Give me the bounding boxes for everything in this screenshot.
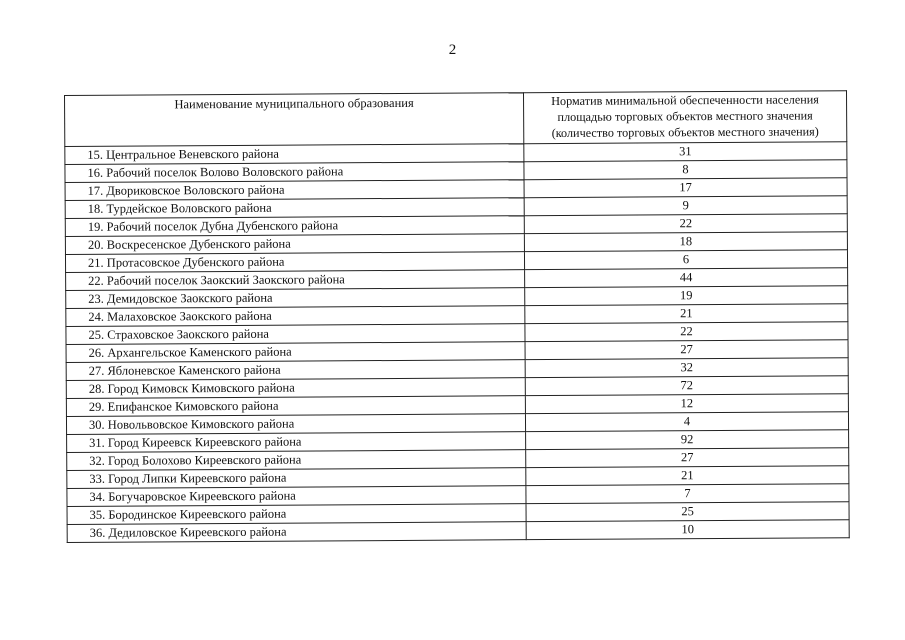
header-norm: Норматив минимальной обеспеченности населения площадью торговых объектов местного значения (количество торговых объектов местного значения) xyxy=(523,91,846,144)
municipality-name-cell: 24. Малаховское Заокского района xyxy=(66,306,525,327)
norm-value-cell: 27 xyxy=(526,448,849,468)
norm-value-cell: 8 xyxy=(524,160,847,180)
norm-value-cell: 19 xyxy=(525,286,848,306)
municipality-name-cell: 22. Рабочий поселок Заокский Заокского района xyxy=(66,270,525,291)
table-header-row xyxy=(65,91,847,147)
municipality-name-cell: 35. Бородинское Киреевского района xyxy=(67,504,526,525)
municipality-name-cell: 20. Воскресенское Дубенского района xyxy=(65,234,524,255)
norm-value-cell: 10 xyxy=(526,520,849,540)
norm-value-cell: 32 xyxy=(525,358,848,378)
norm-value-cell: 92 xyxy=(526,430,849,450)
municipality-name-cell: 25. Страховское Заокского района xyxy=(66,324,525,345)
norm-value-cell: 9 xyxy=(524,196,847,216)
municipality-name-cell: 17. Двориковское Воловского района xyxy=(65,180,524,201)
norm-value-cell: 18 xyxy=(524,232,847,252)
municipality-name-cell: 34. Богучаровское Киреевского района xyxy=(67,486,526,507)
norm-value-cell: 27 xyxy=(525,340,848,360)
norm-value-cell: 22 xyxy=(524,214,847,234)
municipality-name-cell: 26. Архангельское Каменского района xyxy=(66,342,525,363)
norm-value-cell: 4 xyxy=(525,412,848,432)
municipality-name-cell: 15. Центральное Веневского района xyxy=(65,144,524,165)
municipality-name-cell: 33. Город Липки Киреевского района xyxy=(67,468,526,489)
municipality-name-cell: 19. Рабочий поселок Дубна Дубенского района xyxy=(65,216,524,237)
municipality-name-cell: 30. Новольвовское Кимовского района xyxy=(66,414,525,435)
municipality-name-cell: 28. Город Кимовск Кимовского района xyxy=(66,378,525,399)
page-number: 2 xyxy=(448,42,457,58)
municipality-name-cell: 29. Епифанское Кимовского района xyxy=(66,396,525,417)
standards-table xyxy=(64,90,850,543)
municipality-name-cell: 32. Город Болохово Киреевского района xyxy=(67,450,526,471)
norm-value-cell: 17 xyxy=(524,178,847,198)
municipality-name-cell: 36. Дедиловское Киреевского района xyxy=(67,522,526,543)
municipality-name-cell: 27. Яблоневское Каменского района xyxy=(66,360,525,381)
norm-value-cell: 31 xyxy=(524,142,847,162)
norm-value-cell: 44 xyxy=(525,268,848,288)
municipality-name-cell: 31. Город Киреевск Киреевского района xyxy=(67,432,526,453)
norm-value-cell: 6 xyxy=(524,250,847,270)
table-body xyxy=(65,142,849,543)
norm-value-cell: 7 xyxy=(526,484,849,504)
municipality-name-cell: 16. Рабочий поселок Волово Воловского района xyxy=(65,162,524,183)
norm-value-cell: 12 xyxy=(525,394,848,414)
header-municipality-name: Наименование муниципального образования xyxy=(65,93,524,147)
norm-value-cell: 72 xyxy=(525,376,848,396)
norm-value-cell: 25 xyxy=(526,502,849,522)
norm-value-cell: 21 xyxy=(526,466,849,486)
table-row xyxy=(67,520,849,543)
norm-value-cell: 22 xyxy=(525,322,848,342)
municipality-name-cell: 21. Протасовское Дубенского района xyxy=(65,252,524,273)
norm-value-cell: 21 xyxy=(525,304,848,324)
municipality-name-cell: 23. Демидовское Заокского района xyxy=(66,288,525,309)
municipality-name-cell: 18. Турдейское Воловского района xyxy=(65,198,524,219)
